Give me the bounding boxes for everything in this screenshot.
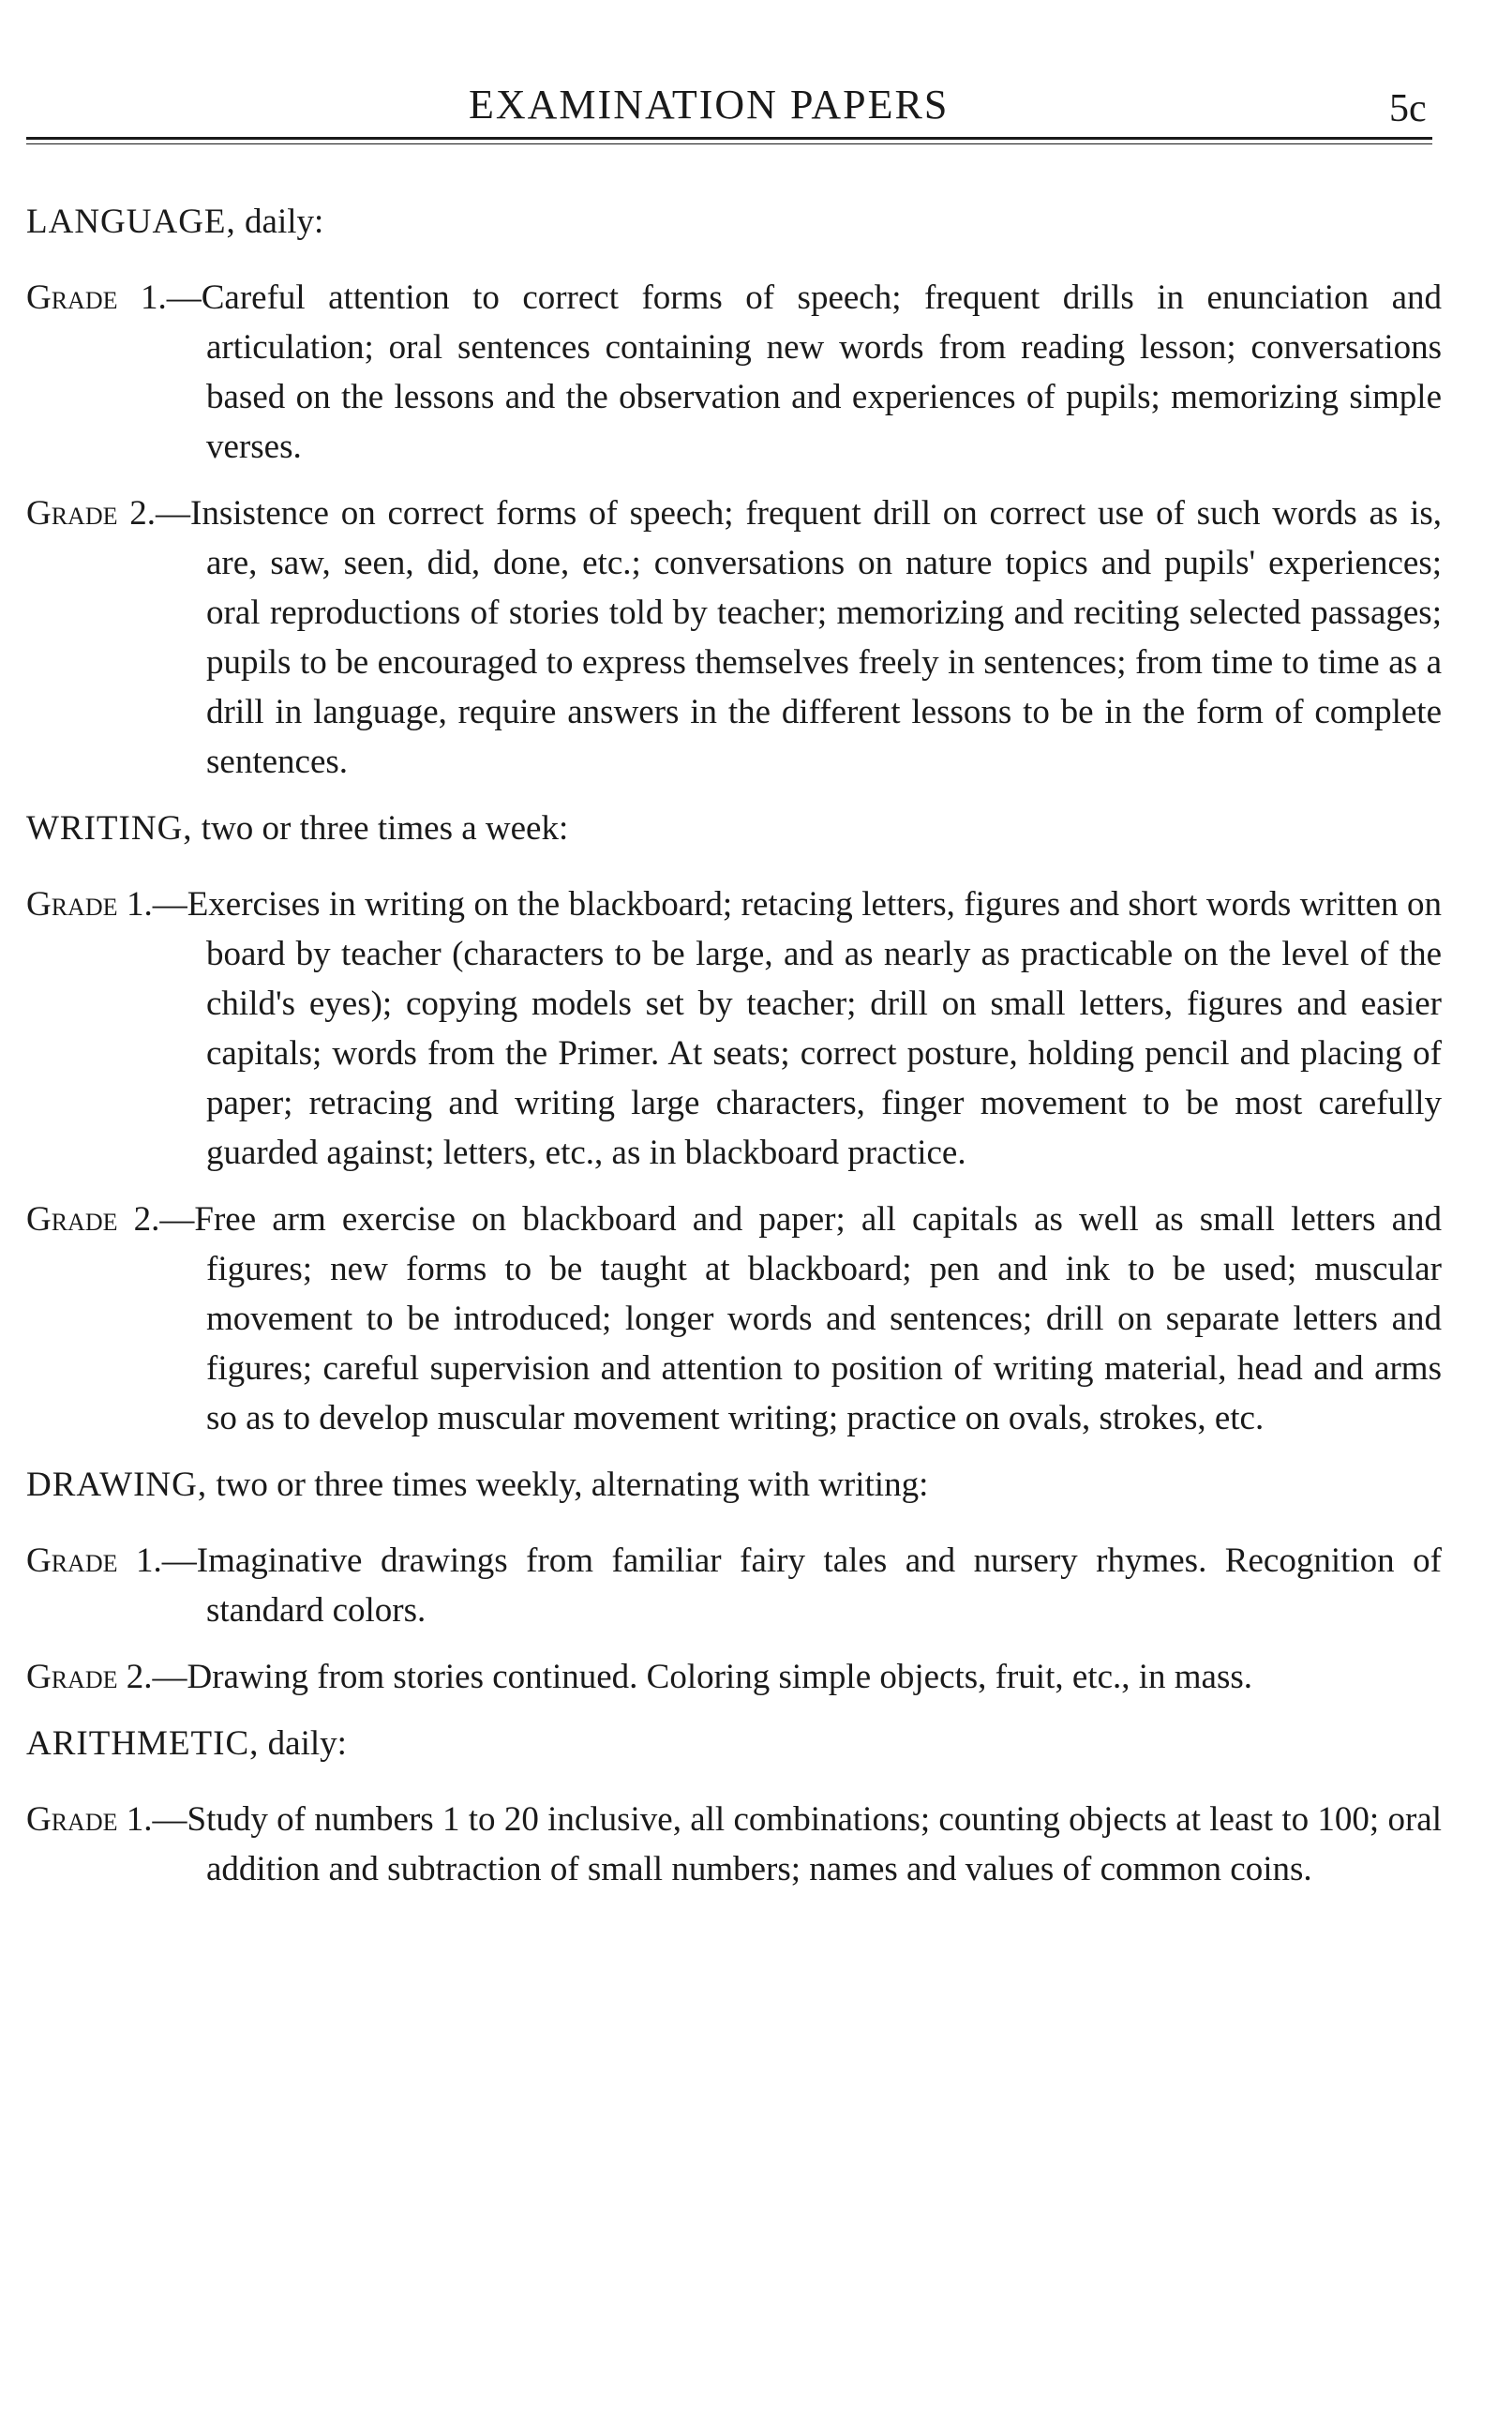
section-arithmetic	[26, 1719, 1442, 1894]
header-rule-thin	[26, 143, 1432, 144]
grade-paragraph	[26, 273, 1442, 472]
section-drawing	[26, 1460, 1442, 1702]
grade-text: —Exercises in writing on the blackboard; retacing letters, figures and short words written on board by teacher (characters to be large, and as nearly as practicable on the level of the child's eyes); copying models set by teacher; drill on small letters, figures and easier capitals; words from the Primer. At seats; correct posture, holding pencil and placing of paper; retracing and writing large characters, finger movement to be most carefully guarded against; letters, etc., as in blackboard practice.	[152, 885, 1442, 1172]
grade-paragraph	[26, 1536, 1442, 1635]
grade-text: —Free arm exercise on blackboard and paper; all capitals as well as small letters and figures; new forms to be taught at blackboard; pen and ink to be used; muscular movement to be introduced; longer words and sentences; drill on separate letters and figures; careful supervision and attention to position of writing material, head and arms so as to develop muscular movement writing; practice on ovals, strokes, etc.	[159, 1200, 1443, 1437]
running-title: EXAMINATION PAPERS	[469, 82, 950, 128]
section-heading: LANGUAGE, daily:	[26, 203, 324, 241]
grade-label: Grade 2.	[26, 1658, 153, 1696]
running-head	[0, 77, 1512, 133]
grade-paragraph	[26, 1652, 1442, 1702]
section-heading: WRITING, two or three times a week:	[26, 809, 569, 848]
grade-text: —Insistence on correct forms of speech; frequent drill on correct use of such words as is, are, saw, seen, did, done, etc.; conversations on nature topics and pupils' experiences; oral reproductions of stories told by teacher; memorizing and reciting selected passages; pupils to be encouraged to express themselves freely in sentences; from time to time as a drill in language, require answers in the different lessons to be in the form of complete sentences.	[156, 494, 1442, 781]
grade-label: Grade 2.	[26, 1200, 160, 1239]
grade-label: Grade 1.	[26, 885, 153, 924]
grade-label: Grade 1.	[26, 1800, 153, 1839]
grade-label: Grade 2.	[26, 494, 157, 533]
grade-label: Grade 1.	[26, 278, 167, 317]
grade-paragraph	[26, 880, 1442, 1178]
section-heading: DRAWING, two or three times weekly, alternating with writing:	[26, 1466, 929, 1504]
section-heading: ARITHMETIC, daily:	[26, 1724, 347, 1763]
section-writing	[26, 804, 1442, 1443]
grade-paragraph	[26, 1195, 1442, 1443]
grade-text: —Drawing from stories continued. Coloring simple objects, fruit, etc., in mass.	[152, 1658, 1253, 1696]
grade-label: Grade 1.	[26, 1541, 162, 1580]
page-number: 5c	[1389, 87, 1427, 130]
grade-text: —Imaginative drawings from familiar fairy tales and nursery rhymes. Recognition of standard colors.	[161, 1541, 1442, 1630]
section-language	[26, 197, 1442, 787]
grade-text: —Study of numbers 1 to 20 inclusive, all combinations; counting objects at least to 100; oral addition and subtraction of small numbers; names and values of common coins.	[152, 1800, 1442, 1888]
grade-paragraph	[26, 1795, 1442, 1894]
grade-paragraph	[26, 489, 1442, 787]
page-body	[26, 197, 1442, 1911]
grade-text: —Careful attention to correct forms of speech; frequent drills in enunciation and articulation; oral sentences containing new words from reading lesson; conversations based on the lessons and the observation and experiences of pupils; memorizing simple verses.	[166, 278, 1442, 466]
header-rule	[26, 137, 1432, 140]
